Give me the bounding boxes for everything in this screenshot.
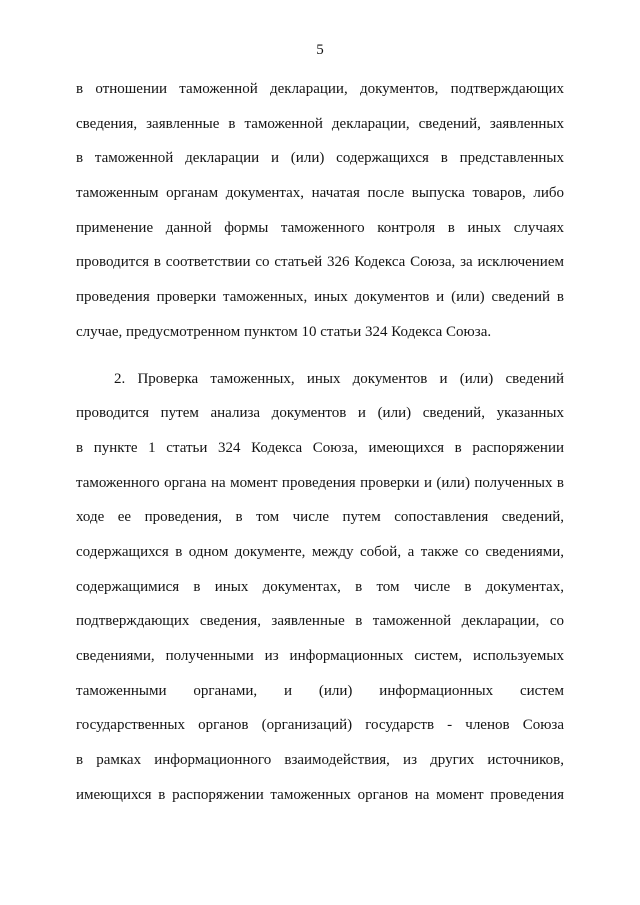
text-line: содержащихся в одном документе, между собой, а также со сведениями, [76, 543, 564, 560]
text-line: таможенными органами, и (или) информационных систем [76, 682, 564, 699]
text-line: проводится путем анализа документов и (или) сведений, указанных [76, 405, 564, 422]
document-body [76, 78, 564, 818]
text-line: государственных органов (организаций) государств - членов Союза [76, 717, 564, 734]
text-line: сведениями, полученными из информационных систем, используемых [76, 648, 564, 664]
text-line: сведения, заявленные в таможенной декларации, сведений, заявленных [76, 115, 564, 132]
text-line: проводится в соответствии со статьей 326 Кодекса Союза, за исключением [76, 254, 564, 271]
text-line: применение данной формы таможенного контроля в иных случаях [76, 219, 564, 236]
text-line: в таможенной декларации и (или) содержащихся в представленных [76, 150, 564, 167]
text-line: проведения проверки таможенных, иных документов и (или) сведений в [76, 289, 564, 306]
text-line: имеющихся в распоряжении таможенных органов на момент проведения [76, 786, 564, 803]
text-line: случае, предусмотренном пунктом 10 статьи 324 Кодекса Союза. [76, 323, 492, 340]
text-line: содержащимися в иных документах, в том числе в документах, [76, 578, 564, 595]
text-line: подтверждающих сведения, заявленные в таможенной декларации, со [76, 613, 564, 630]
paragraph-spacer [76, 356, 564, 368]
text-line: ходе ее проведения, в том числе путем сопоставления сведений, [76, 509, 564, 526]
text-line: в отношении таможенной декларации, документов, подтверждающих [76, 81, 564, 97]
text-line: в рамках информационного взаимодействия, из других источников, [76, 752, 564, 769]
text-line: 2. Проверка таможенных, иных документов и (или) сведений [114, 370, 564, 387]
paragraph-2 [76, 368, 564, 819]
text-line: в пункте 1 статьи 324 Кодекса Союза, имеющихся в распоряжении [76, 439, 564, 456]
paragraph-1 [76, 78, 564, 356]
page-number: 5 [316, 42, 324, 58]
text-line: таможенным органам документах, начатая после выпуска товаров, либо [76, 185, 564, 202]
text-line: таможенного органа на момент проведения проверки и (или) полученных в [76, 474, 564, 491]
